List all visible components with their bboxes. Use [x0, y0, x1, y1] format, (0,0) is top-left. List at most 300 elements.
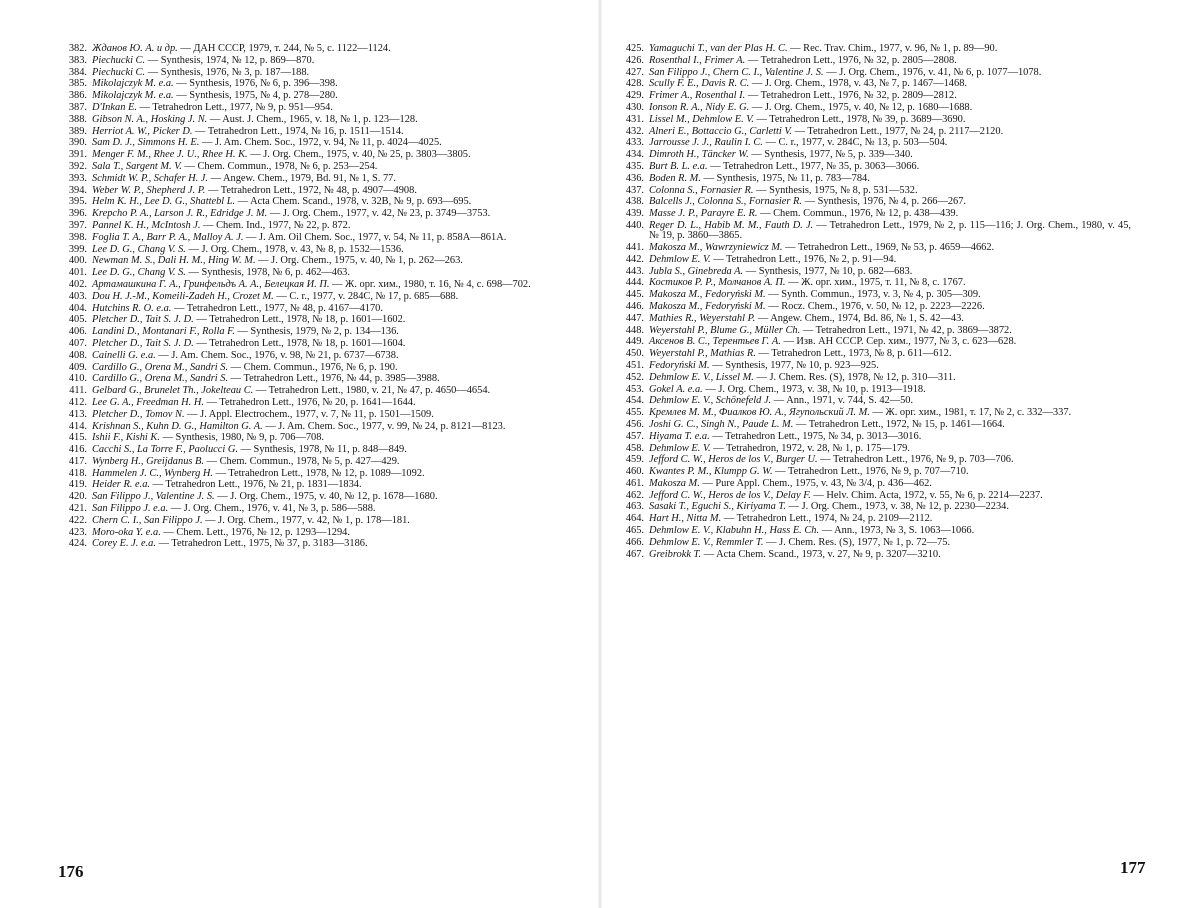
- reference-number: 432.: [625, 125, 644, 137]
- reference-authors: Corey E. J. e.a.: [92, 538, 156, 550]
- reference-text: [92, 480, 566, 490]
- reference-number: 459.: [625, 454, 644, 466]
- reference-text: [649, 314, 1131, 324]
- reference-source: — Tetrahedron Lett., 1978, № 12, p. 1089—1092.: [215, 467, 425, 479]
- reference-authors: Scully F. E., Davis R. C.: [649, 78, 750, 90]
- reference-entry: [615, 115, 1131, 125]
- reference-text: [92, 245, 566, 255]
- reference-source: — Synthesis, 1980, № 9, p. 706—708.: [162, 432, 325, 444]
- reference-number: 465.: [625, 525, 644, 537]
- reference-number: 467.: [625, 548, 644, 560]
- reference-number: 444.: [625, 277, 644, 289]
- reference-authors: Balcells J., Colonna S., Fornasier R.: [649, 196, 802, 208]
- reference-number: 450.: [625, 348, 644, 360]
- reference-number: 385.: [68, 78, 87, 90]
- reference-source: — Tetrahedron Lett., 1972, № 15, p. 1461—1664.: [795, 418, 1005, 430]
- reference-number: 393.: [68, 172, 87, 184]
- reference-source: — Rocz. Chem., 1976, v. 50, № 12, p. 2223—2226.: [768, 300, 985, 312]
- reference-text: [649, 138, 1131, 148]
- reference-text: [649, 491, 1131, 501]
- reference-text: [649, 79, 1131, 89]
- reference-text: [649, 349, 1131, 359]
- reference-entry: [58, 386, 566, 396]
- reference-authors: Weyerstahl P., Mathias R.: [649, 348, 756, 360]
- reference-entry: [58, 492, 566, 502]
- reference-entry: [58, 480, 566, 490]
- reference-number: 386.: [68, 90, 87, 102]
- reference-entry: [58, 245, 566, 255]
- reference-authors: Dehmlow E. V., Lissel M.: [649, 371, 754, 383]
- reference-entry: [58, 209, 566, 219]
- reference-entry: [58, 304, 566, 314]
- reference-entry: [615, 56, 1131, 66]
- reference-text: [649, 103, 1131, 113]
- reference-entry: [615, 290, 1131, 300]
- reference-source: — Synthesis, 1978, № 6, p. 462—463.: [188, 267, 350, 279]
- reference-authors: Newman M. S., Dali H. M., Hing W. M.: [92, 255, 256, 267]
- reference-authors: Lee D. G., Chang V. S.: [92, 267, 186, 279]
- reference-entry: [58, 103, 566, 113]
- reference-number: 406.: [68, 326, 87, 338]
- reference-authors: Mathies R., Weyerstahl P.: [649, 312, 756, 324]
- reference-text: [92, 315, 566, 325]
- reference-entry: [615, 68, 1131, 78]
- reference-number: 383.: [68, 54, 87, 66]
- reference-source: — Tetrahedron Lett., 1975, № 34, p. 3013—3016.: [712, 430, 922, 442]
- reference-entry: [58, 410, 566, 420]
- reference-number: 420.: [68, 491, 87, 503]
- reference-source: — Tetrahedron Lett., 1978, № 18, p. 1601—1604.: [196, 337, 406, 349]
- reference-entry: [58, 233, 566, 243]
- reference-authors: Dehmlow E. V.: [649, 442, 711, 454]
- reference-entry: [58, 186, 566, 196]
- reference-source: — Aust. J. Chem., 1965, v. 18, № 1, p. 123—128.: [209, 113, 418, 125]
- reference-text: [92, 197, 566, 207]
- reference-source: — Tetrahedron Lett., 1977, № 24, p. 2117—2120.: [794, 125, 1004, 137]
- reference-entry: [615, 278, 1131, 288]
- reference-authors: Schmidt W. P., Schafer H. J.: [92, 172, 209, 184]
- reference-authors: Colonna S., Fornasier R.: [649, 184, 754, 196]
- reference-number: 415.: [68, 432, 87, 444]
- reference-number: 411.: [69, 385, 87, 397]
- reference-text: [649, 174, 1131, 184]
- reference-number: 409.: [68, 361, 87, 373]
- reference-number: 403.: [68, 290, 87, 302]
- reference-source: — J. Org. Chem., 1977, v. 42, № 1, p. 178—181.: [205, 514, 410, 526]
- left-reference-list: [58, 44, 566, 551]
- reference-number: 453.: [625, 383, 644, 395]
- reference-number: 438.: [625, 196, 644, 208]
- reference-number: 461.: [625, 477, 644, 489]
- reference-text: [92, 115, 566, 125]
- reference-source: — Synthesis, 1975, № 8, p. 531—532.: [756, 184, 918, 196]
- reference-text: [649, 302, 1131, 312]
- reference-text: [92, 256, 566, 266]
- reference-number: 425.: [625, 43, 644, 54]
- reference-source: — Tetrahedron Lett., 1977, № 9, p. 951—954.: [139, 101, 333, 113]
- reference-text: [649, 385, 1131, 395]
- reference-entry: [615, 162, 1131, 172]
- reference-source: — Ann., 1973, № 3, S. 1063—1066.: [821, 525, 975, 537]
- reference-text: [92, 174, 566, 184]
- reference-text: [92, 469, 566, 479]
- reference-source: — Synthesis, 1976, № 4, p. 266—267.: [804, 196, 967, 208]
- reference-text: [92, 516, 566, 526]
- reference-source: — J. Am. Chem. Soc., 1972, v. 94, № 11, p. 4024—4025.: [201, 137, 442, 149]
- reference-entry: [615, 432, 1131, 442]
- reference-source: — J. Org. Chem., 1975, v. 40, № 25, p. 3803—3805.: [250, 149, 471, 161]
- reference-number: 431.: [625, 113, 644, 125]
- reference-number: 462.: [625, 489, 644, 501]
- reference-entry: [58, 504, 566, 514]
- reference-entry: [58, 292, 566, 302]
- reference-authors: Reger D. L., Habib M. M., Fauth D. J.: [649, 219, 814, 231]
- reference-entry: [615, 444, 1131, 454]
- reference-number: 399.: [68, 243, 87, 255]
- reference-authors: Jarrousse J. J., Raulin I. C.: [649, 137, 763, 149]
- reference-source: — J. Org. Chem., 1978, v. 43, № 7, p. 1467—1468.: [751, 78, 967, 90]
- reference-text: [92, 304, 566, 314]
- reference-source: — J. Org. Chem., 1976, v. 41, № 6, p. 1077—1078.: [826, 66, 1042, 78]
- reference-source: — Synthesis, 1979, № 2, p. 134—136.: [237, 326, 399, 338]
- reference-text: [92, 127, 566, 137]
- reference-text: [92, 327, 566, 337]
- reference-source: — Tetrahedron Lett., 1976, № 9, p. 707—710.: [775, 466, 969, 478]
- reference-authors: Makosza M.: [649, 477, 700, 489]
- reference-authors: Sam D. J., Simmons H. E.: [92, 137, 200, 149]
- reference-number: 457.: [625, 430, 644, 442]
- reference-authors: Cainelli G. e.a.: [92, 349, 156, 361]
- reference-entry: [615, 221, 1131, 241]
- reference-entry: [615, 314, 1131, 324]
- reference-authors: Жданов Ю. А. и др.: [92, 43, 178, 54]
- reference-source: — Synthesis, 1974, № 12, p. 869—870.: [147, 54, 315, 66]
- reference-source: — Synth. Commun., 1973, v. 3, № 4, p. 305—309.: [768, 289, 981, 301]
- reference-number: 384.: [68, 66, 87, 78]
- reference-text: [649, 396, 1131, 406]
- reference-entry: [615, 79, 1131, 89]
- reference-entry: [58, 174, 566, 184]
- reference-entry: [615, 349, 1131, 359]
- reference-entry: [58, 138, 566, 148]
- reference-source: — Pure Appl. Chem., 1975, v. 43, № 3/4, p. 436—462.: [702, 477, 932, 489]
- reference-entry: [615, 91, 1131, 101]
- reference-number: 423.: [68, 526, 87, 538]
- reference-source: — Chem. Commun., 1976, № 6, p. 190.: [230, 361, 398, 373]
- reference-source: — Tetrahedron Lett., 1976, № 32, p. 2809—2812.: [747, 90, 957, 102]
- reference-source: — Изв. АН СССР. Сер. хим., 1977, № 3, с. 623—628.: [783, 336, 1017, 348]
- reference-entry: [58, 315, 566, 325]
- reference-authors: Fedoryński M.: [649, 359, 710, 371]
- reference-text: [92, 504, 566, 514]
- reference-number: 387.: [68, 101, 87, 113]
- reference-number: 439.: [625, 208, 644, 220]
- reference-number: 463.: [625, 501, 644, 513]
- reference-number: 460.: [625, 466, 644, 478]
- reference-text: [92, 221, 566, 231]
- reference-source: — J. Chem. Res. (S), 1977, № 1, p. 72—75.: [766, 536, 951, 548]
- reference-entry: [615, 455, 1131, 465]
- reference-number: 455.: [625, 407, 644, 419]
- reference-number: 464.: [625, 513, 644, 525]
- reference-number: 398.: [68, 231, 87, 243]
- reference-number: 445.: [625, 289, 644, 301]
- reference-source: — Angew. Chem., 1974, Bd. 86, № 1, S. 42—43.: [757, 312, 964, 324]
- reference-entry: [615, 103, 1131, 113]
- reference-number: 449.: [625, 336, 644, 348]
- reference-authors: Hammelen J. C., Wynberg H.: [92, 467, 214, 479]
- reference-number: 401.: [68, 267, 87, 279]
- reference-authors: Pletcher D., Tait S. J. D.: [92, 314, 194, 326]
- reference-text: [649, 432, 1131, 442]
- reference-source: — J. Am. Chem. Soc., 1976, v. 98, № 21, p. 6737—6738.: [158, 349, 399, 361]
- reference-entry: [615, 361, 1131, 371]
- reference-authors: Masse J. P., Parayre E. R.: [649, 208, 758, 220]
- reference-number: 410.: [68, 373, 87, 385]
- reference-entry: [615, 502, 1131, 512]
- reference-authors: Boden R. M.: [649, 172, 701, 184]
- reference-source: — J. Org. Chem., 1977, v. 42, № 23, p. 3749—3753.: [269, 208, 491, 220]
- reference-entry: [58, 445, 566, 455]
- reference-authors: Ishii F., Kishi K.: [92, 432, 160, 444]
- reference-text: [649, 56, 1131, 66]
- reference-authors: Кремлев М. М., Фиалков Ю. А., Ягупольский Л. М.: [649, 407, 870, 419]
- reference-entry: [615, 408, 1131, 418]
- reference-number: 437.: [625, 184, 644, 196]
- reference-text: [649, 361, 1131, 371]
- reference-text: [649, 243, 1131, 253]
- reference-text: [92, 386, 566, 396]
- reference-authors: Weber W. P., Shepherd J. P.: [92, 184, 206, 196]
- reference-entry: [58, 433, 566, 443]
- reference-entry: [615, 491, 1131, 501]
- reference-source: — Angew. Chem., 1979, Bd. 91, № 1, S. 77.: [210, 172, 396, 184]
- reference-source: — Tetrahedron Lett., 1977, № 48, p. 4167—4170.: [173, 302, 383, 314]
- reference-number: 413.: [68, 408, 87, 420]
- reference-text: [649, 150, 1131, 160]
- reference-number: 440.: [625, 219, 644, 231]
- reference-authors: Mikolajczyk M. e.a.: [92, 78, 174, 90]
- reference-entry: [58, 280, 566, 290]
- reference-entry: [58, 457, 566, 467]
- reference-source: — Ann., 1971, v. 744, S. 42—50.: [773, 395, 914, 407]
- reference-text: [92, 422, 566, 432]
- reference-number: 405.: [68, 314, 87, 326]
- reference-authors: Mikolajczyk M. e.a.: [92, 90, 174, 102]
- reference-entry: [615, 150, 1131, 160]
- reference-source: — Acta Chem. Scand., 1973, v. 27, № 9, p. 3207—3210.: [703, 548, 941, 560]
- right-reference-list: [615, 44, 1131, 561]
- reference-authors: Gelbard G., Brunelet Th., Jokelteau C.: [92, 385, 254, 397]
- reference-authors: Herriot A. W., Picker D.: [92, 125, 193, 137]
- reference-text: [92, 150, 566, 160]
- reference-number: 458.: [625, 442, 644, 454]
- reference-number: 414.: [68, 420, 87, 432]
- reference-authors: Kwantes P. M., Klumpp G. W.: [649, 466, 773, 478]
- reference-text: [649, 408, 1131, 418]
- reference-source: — Chem. Commun., 1978, № 5, p. 427—429.: [206, 455, 400, 467]
- reference-text: [92, 374, 566, 384]
- reference-entry: [615, 373, 1131, 383]
- reference-number: 446.: [625, 300, 644, 312]
- reference-source: — Tetrahedron Lett., 1975, № 37, p. 3183—3186.: [158, 538, 368, 550]
- reference-source: — Synthesis, 1976, № 6, p. 396—398.: [176, 78, 338, 90]
- reference-number: 402.: [68, 278, 87, 290]
- reference-number: 454.: [625, 395, 644, 407]
- reference-source: — Tetrahedron Lett., 1969, № 53, p. 4659—4662.: [785, 241, 995, 253]
- reference-text: [649, 221, 1131, 241]
- reference-number: 441.: [625, 241, 644, 253]
- reference-authors: Landini D., Montanari F., Rolla F.: [92, 326, 235, 338]
- reference-entry: [58, 115, 566, 125]
- reference-authors: Burt B. L. e.a.: [649, 160, 708, 172]
- reference-entry: [58, 339, 566, 349]
- reference-number: 404.: [68, 302, 87, 314]
- reference-entry: [58, 127, 566, 137]
- reference-source: — Synthesis, 1978, № 11, p. 848—849.: [240, 444, 407, 456]
- reference-entry: [58, 268, 566, 278]
- reference-text: [649, 444, 1131, 454]
- reference-source: — Synthesis, 1977, № 10, p. 923—925.: [712, 359, 879, 371]
- reference-number: 442.: [625, 253, 644, 265]
- reference-entry: [58, 351, 566, 361]
- reference-text: [649, 267, 1131, 277]
- reference-authors: Alneri E., Bottaccio G., Carletti V.: [649, 125, 792, 137]
- reference-text: [92, 528, 566, 538]
- reference-entry: [58, 398, 566, 408]
- reference-authors: Hart H., Nitta M.: [649, 513, 722, 525]
- reference-authors: Krepcho P. A., Larson J. R., Edridge J. M.: [92, 208, 268, 220]
- reference-number: 396.: [68, 208, 87, 220]
- reference-text: [649, 162, 1131, 172]
- reference-text: [649, 526, 1131, 536]
- reference-authors: Костиков Р. Р., Молчанов А. П.: [649, 277, 786, 289]
- reference-source: — Tetrahedron Lett., 1974, № 16, p. 1511—1514.: [195, 125, 404, 137]
- reference-source: — J. Appl. Electrochem., 1977, v. 7, № 11, p. 1501—1509.: [187, 408, 434, 420]
- reference-entry: [615, 197, 1131, 207]
- reference-authors: Cacchi S., La Torre F., Paolucci G.: [92, 444, 238, 456]
- reference-text: [92, 103, 566, 113]
- reference-authors: Weyerstahl P., Blume G., Müller Ch.: [649, 324, 801, 336]
- reference-source: — J. Am. Chem. Soc., 1977, v. 99, № 24, p. 8121—8123.: [265, 420, 506, 432]
- reference-text: [92, 492, 566, 502]
- reference-number: 388.: [68, 113, 87, 125]
- reference-number: 390.: [68, 137, 87, 149]
- reference-authors: Dimroth H., Täncker W.: [649, 149, 749, 161]
- reference-text: [92, 68, 566, 78]
- reference-source: — Tetrahedron Lett., 1978, № 18, p. 1601—1602.: [196, 314, 406, 326]
- reference-text: [649, 290, 1131, 300]
- left-page-number: 176: [58, 862, 84, 881]
- reference-number: 427.: [625, 66, 644, 78]
- reference-entry: [615, 550, 1131, 560]
- reference-entry: [615, 267, 1131, 277]
- reference-source: — J. Org. Chem., 1978, v. 43, № 8, p. 1532—1536.: [188, 243, 404, 255]
- reference-number: 435.: [625, 160, 644, 172]
- reference-authors: Cardillo G., Orena M., Sandri S.: [92, 373, 229, 385]
- reference-entry: [615, 174, 1131, 184]
- reference-source: — Synthesis, 1975, № 4, p. 278—280.: [176, 90, 338, 102]
- reference-authors: Makosza M., Wawrzyniewicz M.: [649, 241, 783, 253]
- reference-source: — Synthesis, 1977, № 10, p. 682—683.: [745, 265, 913, 277]
- reference-authors: Hiyama T. e.a.: [649, 430, 710, 442]
- reference-number: 426.: [625, 54, 644, 66]
- reference-number: 434.: [625, 149, 644, 161]
- reference-number: 421.: [68, 503, 87, 515]
- reference-source: — J. Org. Chem., 1976, v. 41, № 3, p. 586—588.: [170, 503, 376, 515]
- reference-authors: Pletcher D., Tomov N.: [92, 408, 185, 420]
- reference-source: — Chem. Commun., 1978, № 6, p. 253—254.: [184, 160, 378, 172]
- reference-authors: Gokel A. e.a.: [649, 383, 703, 395]
- reference-source: — Tetrahedron, 1972, v. 28, № 1, p. 175—179.: [713, 442, 910, 454]
- reference-text: [92, 445, 566, 455]
- reference-authors: Jefford C. W., Heros de los V., Delay F.: [649, 489, 811, 501]
- reference-text: [649, 186, 1131, 196]
- reference-source: — Tetrahedron Lett., 1971, № 42, p. 3869—3872.: [802, 324, 1012, 336]
- reference-authors: Yamaguchi T., van der Plas H. C.: [649, 43, 788, 54]
- reference-entry: [615, 44, 1131, 54]
- reference-number: 382.: [68, 43, 87, 54]
- reference-number: 436.: [625, 172, 644, 184]
- reference-number: 392.: [68, 160, 87, 172]
- reference-entry: [615, 385, 1131, 395]
- reference-source: — Synthesis, 1975, № 11, p. 783—784.: [703, 172, 870, 184]
- reference-entry: [58, 56, 566, 66]
- reference-text: [92, 91, 566, 101]
- reference-text: [92, 56, 566, 66]
- reference-text: [92, 162, 566, 172]
- reference-source: — Acta Chem. Scand., 1978, v. 32B, № 9, p. 693—695.: [237, 196, 472, 208]
- reference-text: [92, 457, 566, 467]
- reference-authors: Makosza M., Fedoryński M.: [649, 300, 766, 312]
- reference-entry: [58, 150, 566, 160]
- reference-authors: Jefford C. W., Heros de los V., Burger U.: [649, 454, 818, 466]
- reference-authors: Joshi G. C., Singh N., Paude L. M.: [649, 418, 794, 430]
- reference-text: [92, 79, 566, 89]
- reference-authors: Аксенов В. С., Терентьев Г. А.: [649, 336, 781, 348]
- reference-authors: Jubla S., Ginebreda A.: [649, 265, 744, 277]
- reference-source: — Synthesis, 1977, № 5, p. 339—340.: [751, 149, 913, 161]
- reference-authors: Greibrokk T.: [649, 548, 702, 560]
- reference-number: 452.: [625, 371, 644, 383]
- reference-number: 394.: [68, 184, 87, 196]
- reference-entry: [58, 221, 566, 231]
- reference-number: 430.: [625, 101, 644, 113]
- reference-source: — Tetrahedron Lett., 1974, № 24, p. 2109—2112.: [723, 513, 933, 525]
- reference-entry: [58, 516, 566, 526]
- reference-source: — J. Am. Oil Chem. Soc., 1977, v. 54, № 11, p. 858A—861A.: [246, 231, 507, 243]
- reference-authors: Dehmlow E. V., Remmler T.: [649, 536, 764, 548]
- reference-authors: Ionson R. A., Nidy E. G.: [649, 101, 750, 113]
- reference-number: 428.: [625, 78, 644, 90]
- reference-number: 424.: [68, 538, 87, 550]
- reference-entry: [58, 374, 566, 384]
- reference-number: 448.: [625, 324, 644, 336]
- reference-number: 419.: [68, 479, 87, 491]
- reference-number: 407.: [68, 337, 87, 349]
- reference-number: 389.: [68, 125, 87, 137]
- reference-authors: Pannel K. H., McIntosh J.: [92, 219, 201, 231]
- reference-authors: Lee G. A., Freedman H. H.: [92, 396, 204, 408]
- reference-text: [92, 44, 566, 54]
- reference-entry: [615, 467, 1131, 477]
- reference-text: [92, 351, 566, 361]
- reference-entry: [58, 469, 566, 479]
- reference-authors: Menger F. M., Rhee J. U., Rhee H. K.: [92, 149, 248, 161]
- reference-number: 408.: [68, 349, 87, 361]
- reference-entry: [615, 396, 1131, 406]
- reference-authors: San Filippo J. e.a.: [92, 503, 169, 515]
